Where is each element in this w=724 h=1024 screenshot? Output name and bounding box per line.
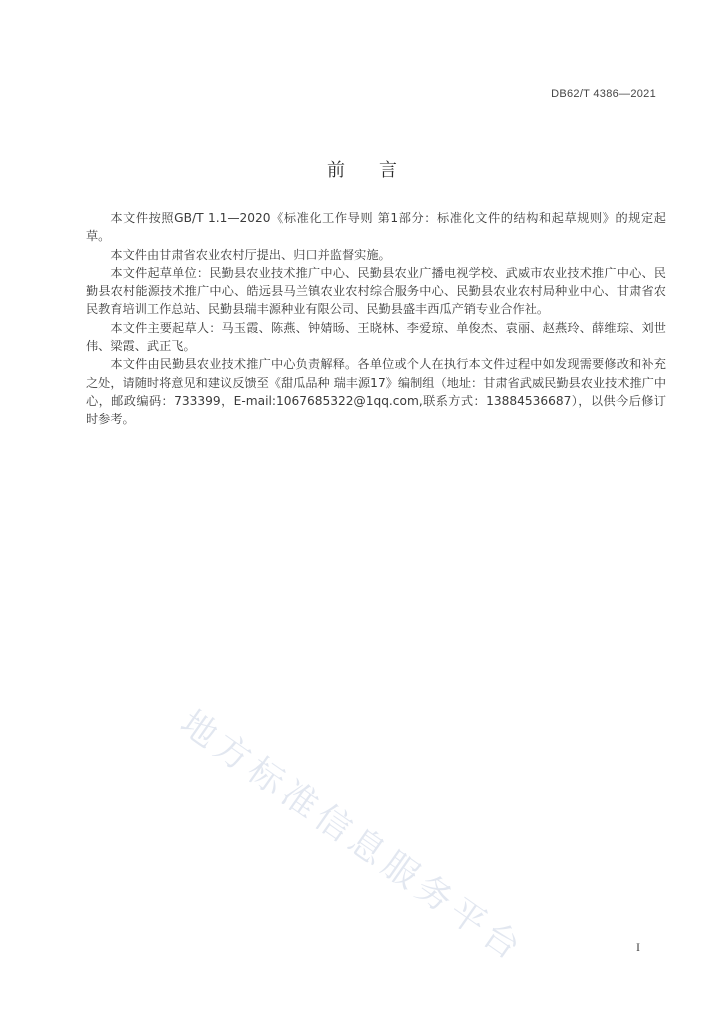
standard-number: DB62/T 4386—2021 [551, 88, 656, 100]
paragraph-drafting-basis: 本文件按照GB/T 1.1—2020《标准化工作导则 第1部分：标准化文件的结构和起草规则》的规定起草。 [86, 211, 666, 244]
paragraph-interpretation-feedback: 本文件由民勤县农业技术推广中心负责解释。各单位或个人在执行本文件过程中如发现需要修改和补充之处，请随时将意见和建议反馈至《甜瓜品种 瑞丰源17》编制组（地址：甘肃省武威民勤县农业技术推广中心，邮政编码：733399，E-mail:1067685322@1qq.com,联系方式：13884536687），以供今后修订时参考。 [86, 357, 667, 427]
paragraph-proposer: 本文件由甘肃省农业农村厅提出、归口并监督实施。 [110, 247, 391, 262]
paragraph-drafting-units: 本文件起草单位：民勤县农业技术推广中心、民勤县农业广播电视学校、武威市农业技术推广中心、民勤县农村能源技术推广中心、皓远县马兰镇农业农村综合服务中心、民勤县农业农村局种业中心、甘肃省农民教育培训工作总站、民勤县瑞丰源种业有限公司、民勤县盛丰西瓜产销专业合作社。 [86, 265, 666, 317]
watermark: 地方标准信息服务平台 [172, 703, 532, 972]
page-title: 前言 [327, 160, 431, 181]
preface-body [86, 209, 666, 429]
paragraph-main-drafters: 本文件主要起草人：马玉霞、陈燕、钟婧旸、王晓林、李爱琼、单俊杰、袁丽、赵燕玲、薛维琮、刘世伟、梁霞、武正飞。 [86, 320, 666, 354]
page-number: I [636, 940, 640, 954]
